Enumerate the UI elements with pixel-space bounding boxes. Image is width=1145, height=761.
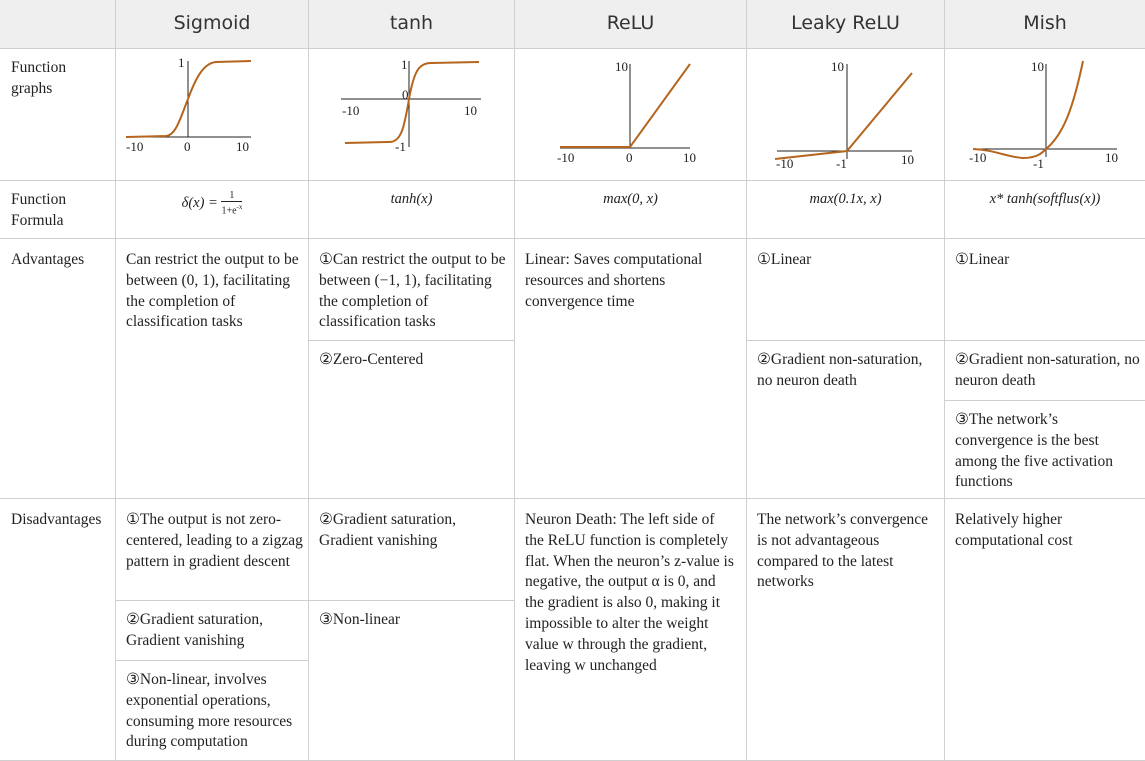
disadvantage-sigmoid-2: ②Gradient saturation, Gradient vanishing	[126, 611, 263, 649]
subcell-divider	[309, 600, 514, 601]
tick-y-top: 10	[831, 59, 844, 74]
relu-curve	[560, 64, 690, 147]
formula-sigmoid-numerator: 1	[221, 191, 242, 202]
disadvantage-mish: Relatively higher computational cost	[955, 511, 1073, 549]
advantage-leaky-2: ②Gradient non-saturation, no neuron death	[757, 351, 923, 389]
advantage-leaky-1: ①Linear	[757, 251, 812, 268]
tick-x-max: 10	[236, 139, 249, 154]
tick-y-top: 1	[401, 57, 408, 72]
subcell-divider	[309, 340, 514, 341]
tick-x-min: -10	[776, 156, 794, 171]
tick-x-min: -10	[969, 150, 987, 165]
tick-x-min: -10	[342, 103, 360, 118]
formula-leaky-relu: max(0.1x, x)	[809, 191, 882, 207]
leaky-relu-curve	[775, 73, 912, 159]
tick-x-max: 10	[901, 152, 914, 167]
subcell-divider	[116, 600, 308, 601]
tick-x-max: 10	[1105, 150, 1118, 165]
advantage-sigmoid: Can restrict the output to be between (0, 1), facilitating the completion of classification tasks	[126, 251, 299, 331]
subcell-divider	[747, 340, 944, 341]
tick-x-min: -10	[557, 150, 575, 165]
formula-relu: max(0, x)	[603, 191, 658, 207]
column-header-tanh: tanh	[389, 12, 434, 34]
tick-y-bottom: -1	[395, 139, 406, 154]
disadvantage-tanh-2: ③Non-linear	[319, 611, 401, 628]
tick-y-top: 10	[1031, 59, 1044, 74]
tick-x-zero: -1	[836, 156, 847, 171]
tick-y-top: 1	[178, 55, 185, 70]
row-label-advantages: Advantages	[11, 251, 85, 268]
advantage-mish-2: ②Gradient non-saturation, no neuron death	[955, 351, 1140, 389]
sigmoid-graph	[116, 49, 308, 180]
advantage-tanh-1: ①Can restrict the output to be between (−1, 1), facilitating the completion of classification tasks	[319, 251, 506, 331]
formula-mish: x* tanh(softflus(x))	[989, 191, 1101, 207]
disadvantage-tanh-1: ②Gradient saturation, Gradient vanishing	[319, 511, 456, 549]
disadvantage-sigmoid-1: ①The output is not zero-centered, leading to a zigzag pattern in gradient descent	[126, 511, 303, 570]
advantage-mish-1: ①Linear	[955, 251, 1010, 268]
tick-x-min: -10	[126, 139, 144, 154]
disadvantage-leaky: The network’s convergence is not advantageous compared to the latest networks	[757, 511, 929, 591]
disadvantage-sigmoid-3: ③Non-linear, involves exponential operations, consuming more resources during computation	[126, 671, 293, 751]
row-label-formula: Function Formula	[11, 191, 67, 229]
advantage-mish-3: ③The network’s convergence is the best among the five activation functions	[955, 411, 1113, 491]
disadvantage-relu: Neuron Death: The left side of the ReLU function is completely flat. When the neuron’s z-value is negative, the output α is 0, and the gradient is also 0, making it impossible to alter the weight value w through the gradient, leaving w unchanged	[525, 511, 734, 674]
tick-x-zero: 0	[626, 150, 633, 165]
tick-x-zero: 0	[402, 87, 409, 102]
leaky-relu-graph	[747, 49, 944, 180]
tick-x-max: 10	[464, 103, 477, 118]
formula-sigmoid	[116, 191, 308, 216]
tick-x-zero: -1	[1033, 156, 1044, 171]
mish-graph	[945, 49, 1145, 180]
row-label-disadvantages: Disadvantages	[11, 511, 102, 528]
tick-y-top: 10	[615, 59, 628, 74]
advantage-relu: Linear: Saves computational resources and shortens convergence time	[525, 251, 703, 310]
subcell-divider	[945, 400, 1145, 401]
column-header-mish: Mish	[1023, 12, 1067, 34]
subcell-divider	[116, 660, 308, 661]
row-divider	[0, 238, 1145, 239]
tick-x-zero: 0	[184, 139, 191, 154]
column-header-leaky-relu: Leaky ReLU	[791, 12, 900, 34]
row-divider	[0, 180, 1145, 181]
row-divider	[0, 498, 1145, 499]
column-header-relu: ReLU	[606, 12, 655, 34]
column-header-sigmoid: Sigmoid	[173, 12, 251, 34]
mish-curve	[973, 61, 1083, 158]
formula-sigmoid-denominator: 1+e	[221, 205, 237, 217]
subcell-divider	[945, 340, 1145, 341]
row-label-graphs: Function graphs	[11, 59, 67, 97]
tick-x-max: 10	[683, 150, 696, 165]
formula-tanh: tanh(x)	[390, 191, 433, 207]
formula-sigmoid-exponent: -x	[236, 203, 243, 211]
relu-graph	[515, 49, 746, 180]
tanh-curve	[345, 62, 479, 143]
advantage-tanh-2: ②Zero-Centered	[319, 351, 424, 368]
formula-sigmoid-lhs: δ(x) =	[181, 195, 218, 211]
tanh-graph	[309, 49, 514, 180]
